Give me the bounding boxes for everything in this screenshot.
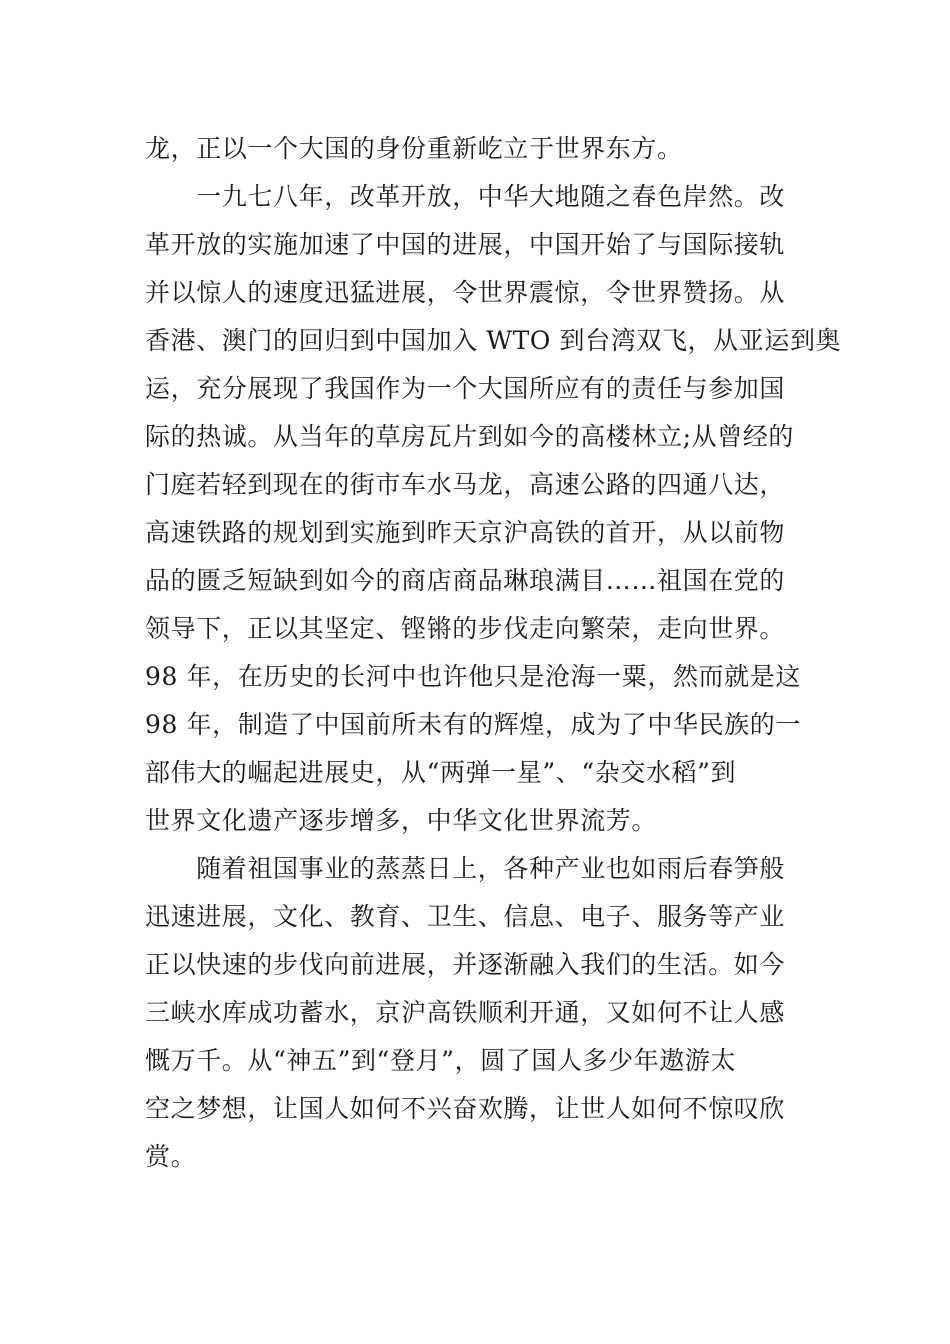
text-line: 一九七八年，改革开放，中华大地随之春色岸然。改 [145,182,786,211]
text-line: 香港、澳门的回归到中国加入 WTO 到台湾双飞，从亚运到奥 [145,326,842,355]
text-line: 正以快速的步伐向前进展，并逐渐融入我们的生活。如今 [145,950,786,979]
text-line: 三峡水库成功蓄水，京沪高铁顺利开通，又如何不让人感 [145,998,786,1027]
text-line: 门庭若轻到现在的街市车水马龙，高速公路的四通八达， [145,470,786,499]
text-line: 迅速进展，文化、教育、卫生、信息、电子、服务等产业 [145,902,786,931]
text-line: 随着祖国事业的蒸蒸日上，各种产业也如雨后春笋般 [145,854,786,883]
text-line: 际的热诚。从当年的草房瓦片到如今的高楼林立;从曾经的 [145,422,795,451]
body-text [145,125,842,1181]
text-line: 高速铁路的规划到实施到昨天京沪高铁的首开，从以前物 [145,518,786,547]
text-line: 运，充分展现了我国作为一个大国所应有的责任与参加国 [145,374,786,403]
text-line: 赏。 [145,1142,197,1171]
text-line: 98 年，制造了中国前所未有的辉煌，成为了中华民族的一 [145,710,801,739]
text-line: 革开放的实施加速了中国的进展，中国开始了与国际接轨 [145,230,786,259]
text-line: 并以惊人的速度迅猛进展，令世界震惊，令世界赞扬。从 [145,278,786,307]
text-line: 龙，正以一个大国的身份重新屹立于世界东方。 [145,134,683,163]
text-line: 98 年，在历史的长河中也许他只是沧海一粟，然而就是这 [145,662,801,691]
text-line: 部伟大的崛起进展史，从“两弹一星”、“杂交水稻”到 [145,758,737,787]
text-line: 品的匮乏短缺到如今的商店商品琳琅满目……祖国在党的 [145,566,786,595]
text-line: 慨万千。从“神五”到“登月”，圆了国人多少年遨游太 [145,1046,737,1075]
text-line: 空之梦想，让国人如何不兴奋欢腾，让世人如何不惊叹欣 [145,1094,786,1123]
text-line: 领导下，正以其坚定、铿锵的步伐走向繁荣，走向世界。 [145,614,786,643]
text-line: 世界文化遗产逐步增多，中华文化世界流芳。 [145,806,658,835]
